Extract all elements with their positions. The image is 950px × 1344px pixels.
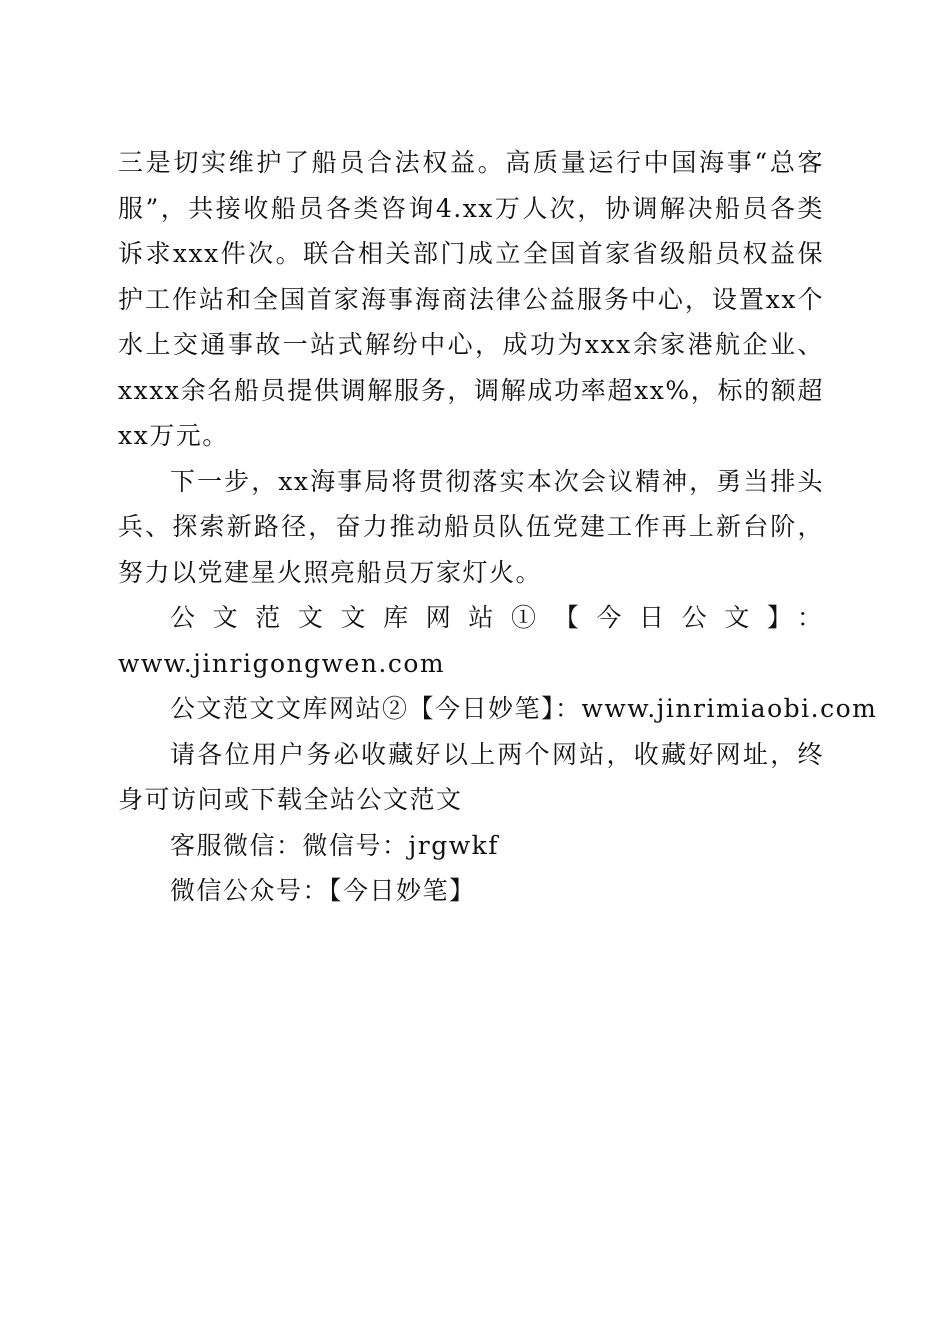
site1-label: 公文范文文库网站①【今日公文】： <box>170 603 824 632</box>
notice-paragraph: 请各位用户务必收藏好以上两个网站，收藏好网址，终身可访问或下载全站公文范文 <box>118 739 824 814</box>
wechat-public: 微信公众号：【今日妙笔】 <box>170 876 476 905</box>
paragraph-rights: 三是切实维护了船员合法权益。高质量运行中国海事“总客服”，共接收船员各类咨询4.xx万人次，协调解决船员各类诉求xxx件次。联合相关部门成立全国首家省级船员权益保护工作站和全国首家海事海商法律公益服务中心，设置xx个水上交通事故一站式解纷中心，成功为xxx余家港航企业、xxxx余名船员提供调解服务，调解成功率超xx%，标的额超xx万元。 <box>118 148 824 450</box>
paragraph-next-step: 下一步，xx海事局将贯彻落实本次会议精神，勇当排头兵、探索新路径，奋力推动船员队伍党建工作再上新台阶，努力以党建星火照亮船员万家灯火。 <box>118 466 824 587</box>
site1-url[interactable]: www.jinrigongwen.com <box>118 648 446 678</box>
site2-line[interactable]: 公文范文文库网站②【今日妙笔】：www.jinrimiaobi.com <box>170 694 878 723</box>
document-body <box>118 140 878 914</box>
wechat-service: 客服微信：微信号：jrgwkf <box>170 830 500 860</box>
